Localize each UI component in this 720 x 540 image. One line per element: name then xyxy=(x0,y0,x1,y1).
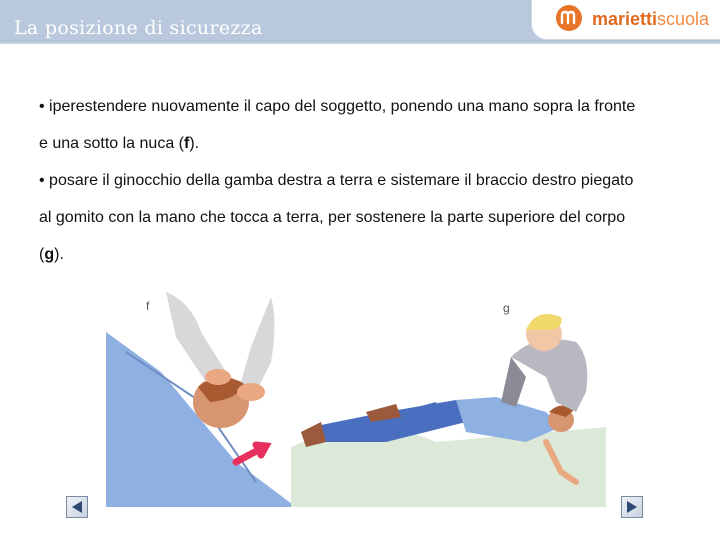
header-divider xyxy=(0,40,720,44)
figure-g-recovery-position xyxy=(291,301,606,507)
previous-slide-button[interactable] xyxy=(66,496,88,518)
figure-ref-f: f xyxy=(183,135,190,152)
figure-ref-g: g xyxy=(44,246,55,263)
figure-f-label: f xyxy=(146,299,150,313)
logo-text-bold: marietti xyxy=(592,9,658,29)
triangle-left-icon xyxy=(70,500,84,514)
instruction-bullet-2: • posare il ginocchio della gamba destra a terra e sistemare il braccio destro piegato al gomito con la mano che tocca a terra, per sostenere la parte superiore del corpo (g). xyxy=(39,172,634,263)
figure-g-label: g xyxy=(503,301,510,315)
instruction-list xyxy=(39,88,639,273)
illustration-recovery-position xyxy=(106,292,606,507)
page-title: La posizione di sicurezza xyxy=(14,17,263,39)
marietti-logo-icon xyxy=(556,5,582,31)
instruction-bullet-1: • iperestendere nuovamente il capo del soggetto, ponendo una mano sopra la fronte e una sotto la nuca (f). xyxy=(39,98,636,152)
next-slide-button[interactable] xyxy=(621,496,643,518)
logo-wordmark xyxy=(592,9,709,30)
logo-text-light: scuola xyxy=(657,9,710,29)
triangle-right-icon xyxy=(625,500,639,514)
figure-f-head-tilt xyxy=(106,292,296,507)
